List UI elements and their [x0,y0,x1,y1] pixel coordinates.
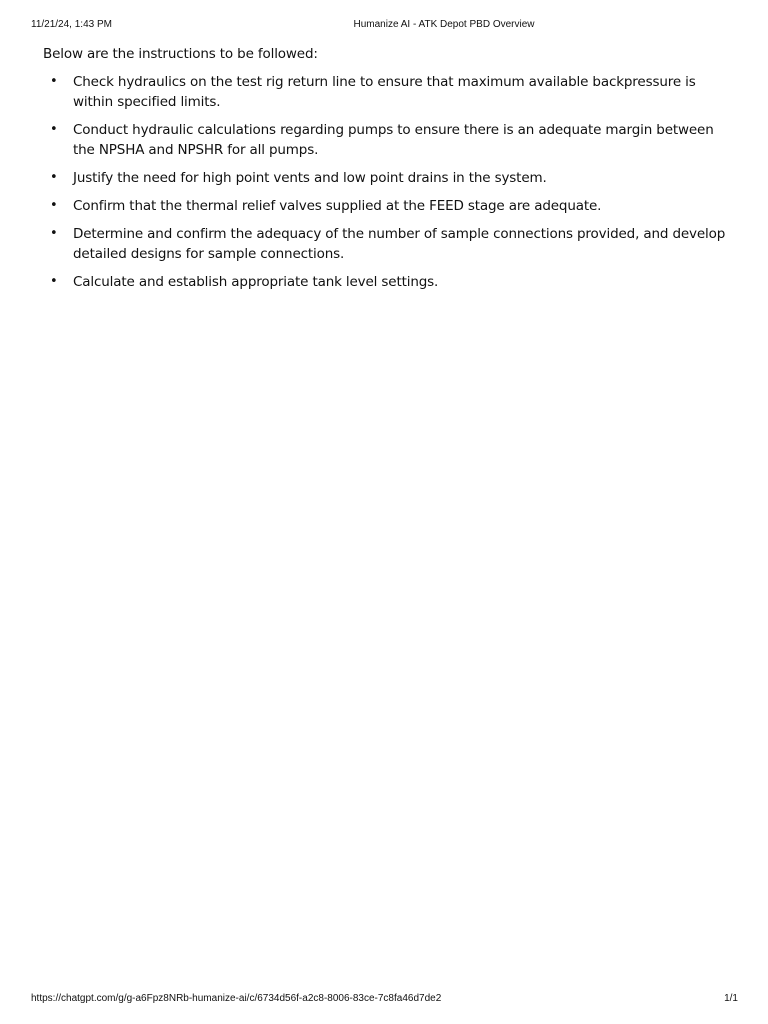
list-item-text: Check hydraulics on the test rig return line to ensure that maximum available backpressure is within specified limits. [73,74,696,110]
list-item [43,224,733,264]
bullet-icon: • [50,122,58,137]
list-item [43,120,733,160]
intro-text: Below are the instructions to be followed: [43,46,318,62]
bullet-icon: • [50,226,58,241]
print-date: 11/21/24, 1:43 PM [31,19,112,30]
list-item [43,196,733,216]
document-body [43,44,733,300]
bullet-icon: • [50,74,58,89]
list-item-text: Confirm that the thermal relief valves supplied at the FEED stage are adequate. [73,198,602,214]
list-item-text: Determine and confirm the adequacy of the number of sample connections provided, and develop detailed designs for sample connections. [73,226,726,262]
bullet-icon: • [50,198,58,213]
list-item [43,272,733,292]
print-footer [0,992,768,1008]
list-item [43,72,733,112]
list-item-text: Conduct hydraulic calculations regarding pumps to ensure there is an adequate margin between the NPSHA and NPSHR for all pumps. [73,122,714,158]
bullet-icon: • [50,170,58,185]
page-number: 1/1 [724,993,738,1004]
bullet-icon: • [50,274,58,289]
list-item-text: Justify the need for high point vents and low point drains in the system. [73,170,547,186]
list-item [43,168,733,188]
print-title: Humanize AI - ATK Depot PBD Overview [353,19,535,30]
print-header [0,18,768,34]
print-url: https://chatgpt.com/g/g-a6Fpz8NRb-humanize-ai/c/6734d56f-a2c8-8006-83ce-7c8fa46d7de2 [31,993,442,1004]
instructions-list [43,72,733,292]
list-item-text: Calculate and establish appropriate tank level settings. [73,274,439,290]
